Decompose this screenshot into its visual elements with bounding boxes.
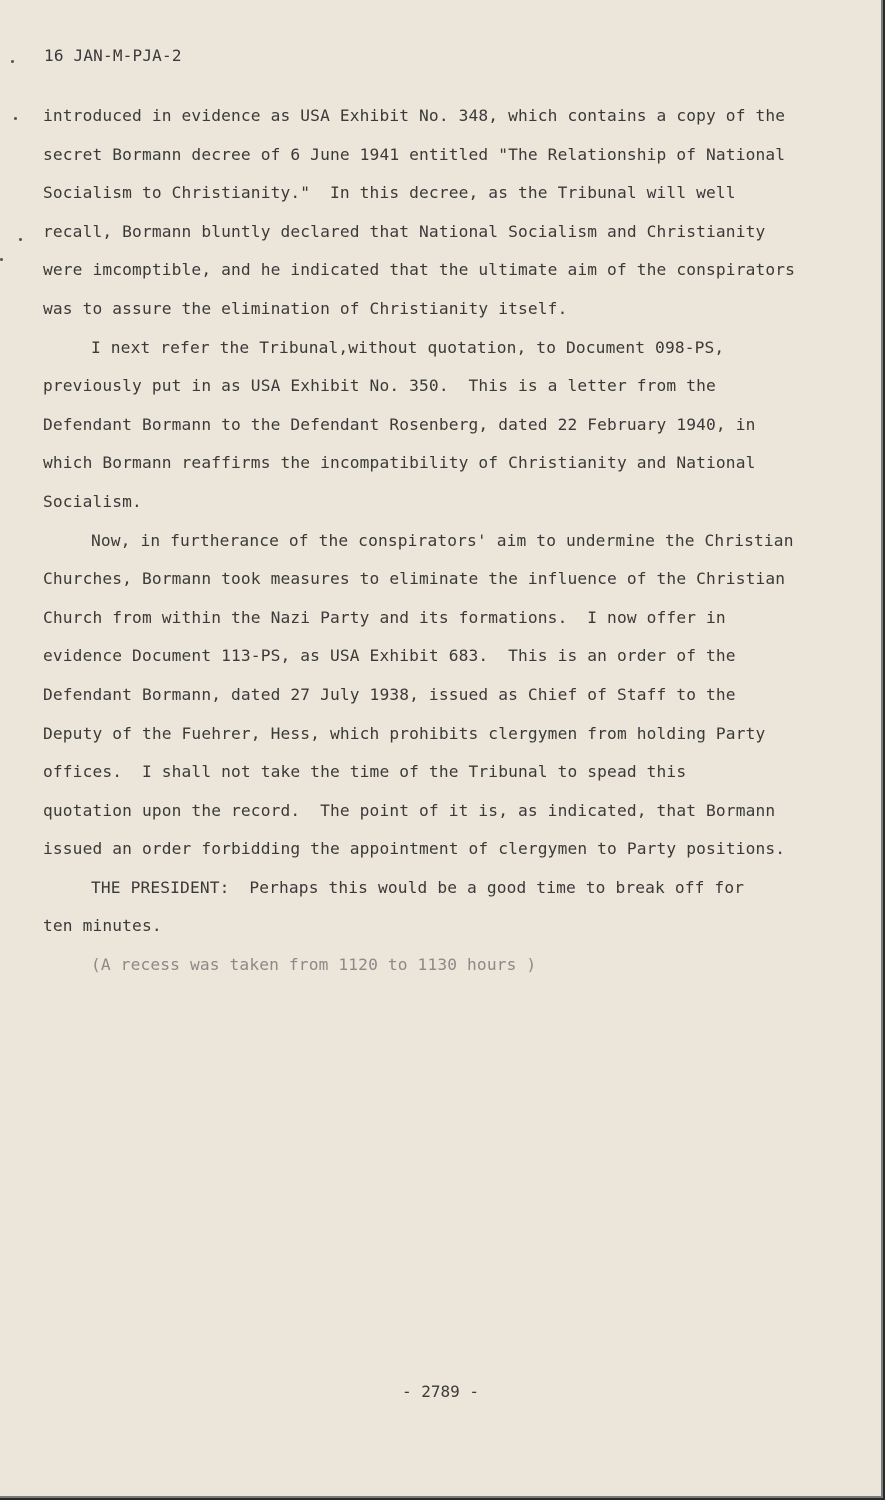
paragraph <box>43 522 803 869</box>
text-line: Deputy of the Fuehrer, Hess, which prohibits clergymen from holding Party <box>43 723 766 743</box>
text-line: (A recess was taken from 1120 to 1130 hours ) <box>91 955 537 975</box>
text-line: offices. I shall not take the time of the Tribunal to spead this <box>43 762 687 782</box>
text-line: Socialism to Christianity." In this decree, as the Tribunal will well <box>43 183 736 203</box>
text-line: Church from within the Nazi Party and its formations. I now offer in <box>43 607 726 627</box>
text-line: which Bormann reaffirms the incompatibility of Christianity and National <box>43 453 756 473</box>
paragraph <box>43 907 803 946</box>
text-line: issued an order forbidding the appointment of clergymen to Party positions. <box>43 839 786 859</box>
text-line: ten minutes. <box>43 916 162 936</box>
paragraph <box>43 869 803 908</box>
text-line: introduced in evidence as USA Exhibit No. 348, which contains a copy of the <box>43 106 786 125</box>
text-line: evidence Document 113-PS, as USA Exhibit 683. This is an order of the <box>43 646 736 666</box>
transcript-body <box>43 97 803 985</box>
margin-mark <box>14 117 17 120</box>
text-line: were imcomptible, and he indicated that the ultimate aim of the conspirators <box>43 260 796 280</box>
page-header: 16 JAN-M-PJA-2 <box>44 46 182 65</box>
page-number: - 2789 - <box>401 1382 480 1401</box>
paragraph <box>43 946 803 985</box>
text-line: previously put in as USA Exhibit No. 350. This is a letter from the <box>43 376 716 396</box>
paragraph <box>43 97 803 329</box>
text-line: I next refer the Tribunal,without quotation, to Document 098-PS, <box>91 337 725 357</box>
text-line: was to assure the elimination of Christianity itself. <box>43 298 568 318</box>
text-line: THE PRESIDENT: Perhaps this would be a good time to break off for <box>91 877 745 897</box>
margin-mark <box>11 60 14 63</box>
text-line: Defendant Bormann to the Defendant Rosenberg, dated 22 February 1940, in <box>43 414 756 434</box>
margin-mark <box>0 258 3 261</box>
text-line: Churches, Bormann took measures to eliminate the influence of the Christian <box>43 569 786 589</box>
margin-mark <box>19 238 22 241</box>
text-line: quotation upon the record. The point of it is, as indicated, that Bormann <box>43 800 776 820</box>
text-line: Socialism. <box>43 491 142 511</box>
text-line: Now, in furtherance of the conspirators' aim to undermine the Christian <box>91 530 794 550</box>
paragraph <box>43 329 803 522</box>
text-line: secret Bormann decree of 6 June 1941 entitled "The Relationship of National <box>43 144 786 164</box>
text-line: recall, Bormann bluntly declared that National Socialism and Christianity <box>43 221 766 241</box>
text-line: Defendant Bormann, dated 27 July 1938, issued as Chief of Staff to the <box>43 684 736 704</box>
